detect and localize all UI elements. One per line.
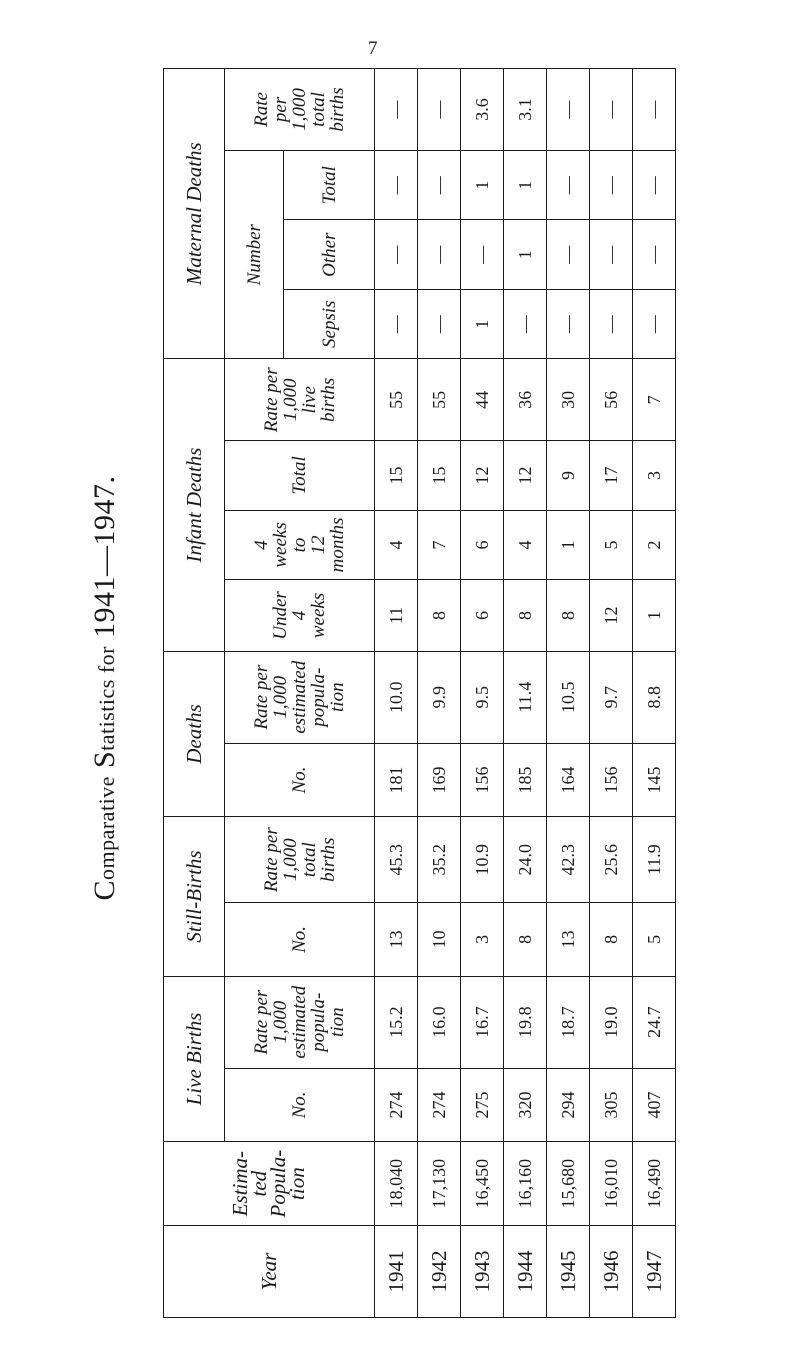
rate-label-line: births — [317, 377, 339, 423]
group-maternal-deaths: Maternal Deaths — [164, 69, 225, 359]
rate-label-line: 1,000 — [289, 88, 310, 131]
cell-year: 1947 — [633, 1226, 676, 1318]
rate-label-line: 1,000 — [270, 675, 291, 719]
cell-infant-under-4-weeks: 1 — [633, 580, 676, 652]
cell-population: 15,680 — [547, 1142, 590, 1226]
cell-maternal-other: — — [461, 220, 504, 289]
subgroup-maternal-number: Number — [225, 150, 284, 358]
label-line: months — [327, 517, 348, 573]
cell-maternal-other: — — [633, 220, 676, 289]
header-maternal-other: Other — [284, 220, 375, 289]
rate-label-line: Rate — [251, 92, 272, 127]
cell-maternal-rate: — — [547, 69, 590, 151]
table-row — [504, 69, 547, 1318]
cell-deaths-no: 185 — [504, 743, 547, 817]
rotated-content — [88, 58, 740, 1318]
rate-label-line: tion — [327, 1007, 348, 1037]
cell-population: 16,450 — [461, 1142, 504, 1226]
rate-label-line: popula- — [308, 992, 329, 1052]
cell-still-births-no: 13 — [547, 903, 590, 977]
cell-live-births-rate: 19.0 — [590, 976, 633, 1068]
group-still-births: Still-Births — [164, 817, 225, 976]
title-initial-c: C — [88, 880, 121, 901]
cell-infant-total: 12 — [461, 441, 504, 510]
cell-year: 1941 — [375, 1226, 418, 1318]
cell-deaths-rate: 9.7 — [590, 651, 633, 743]
header-maternal-sepsis: Sepsis — [284, 289, 375, 358]
header-deaths-no: No. — [225, 743, 375, 817]
header-maternal-rate — [225, 69, 375, 151]
cell-infant-total: 9 — [547, 441, 590, 510]
cell-live-births-rate: 16.0 — [418, 976, 461, 1068]
cell-maternal-sepsis: — — [590, 289, 633, 358]
cell-live-births-rate: 15.2 — [375, 976, 418, 1068]
cell-still-births-rate: 10.9 — [461, 817, 504, 903]
cell-maternal-sepsis: — — [375, 289, 418, 358]
label-line: 12 — [308, 535, 329, 555]
cell-live-births-no: 275 — [461, 1068, 504, 1142]
table-row — [633, 69, 676, 1318]
header-infant-rate — [225, 359, 375, 441]
cell-maternal-total: — — [633, 150, 676, 219]
rate-label-line: births — [327, 87, 348, 132]
table-row — [547, 69, 590, 1318]
cell-infant-rate: 44 — [461, 359, 504, 441]
cell-deaths-rate: 9.5 — [461, 651, 504, 743]
cell-maternal-total: 1 — [504, 150, 547, 219]
label-line: 4 — [289, 610, 310, 621]
cell-live-births-no: 320 — [504, 1068, 547, 1142]
cell-infant-total: 15 — [375, 441, 418, 510]
cell-deaths-rate: 10.5 — [547, 651, 590, 743]
cell-deaths-no: 169 — [418, 743, 461, 817]
cell-maternal-rate: 3.6 — [461, 69, 504, 151]
header-infant-under-4-weeks — [225, 580, 375, 652]
cell-infant-under-4-weeks: 8 — [418, 580, 461, 652]
cell-maternal-rate: — — [375, 69, 418, 151]
cell-deaths-rate: 9.9 — [418, 651, 461, 743]
cell-infant-total: 12 — [504, 441, 547, 510]
cell-population: 16,490 — [633, 1142, 676, 1226]
title-word-statistics-for: tatistics for — [94, 645, 119, 751]
statistics-table — [163, 68, 676, 1318]
cell-year: 1946 — [590, 1226, 633, 1318]
group-deaths: Deaths — [164, 651, 225, 817]
cell-deaths-no: 156 — [590, 743, 633, 817]
cell-maternal-rate: — — [418, 69, 461, 151]
cell-still-births-no: 3 — [461, 903, 504, 977]
cell-deaths-rate: 8.8 — [633, 651, 676, 743]
cell-still-births-rate: 24.0 — [504, 817, 547, 903]
cell-deaths-no: 156 — [461, 743, 504, 817]
population-label-line: tion — [285, 1167, 309, 1200]
table-row — [375, 69, 418, 1318]
cell-infant-under-4-weeks: 8 — [504, 580, 547, 652]
population-label-line: Estima- — [228, 1150, 252, 1217]
cell-infant-4-weeks-to-12-months: 6 — [461, 510, 504, 579]
title-years: 1941—1947. — [88, 475, 121, 638]
cell-maternal-sepsis: 1 — [461, 289, 504, 358]
cell-infant-under-4-weeks: 11 — [375, 580, 418, 652]
group-live-births: Live Births — [164, 976, 225, 1142]
label-line: 4 — [251, 540, 272, 550]
rate-label-line: Rate per — [251, 989, 272, 1055]
cell-live-births-no: 407 — [633, 1068, 676, 1142]
cell-maternal-rate: — — [633, 69, 676, 151]
cell-still-births-no: 10 — [418, 903, 461, 977]
page-number: 7 — [368, 38, 378, 59]
cell-infant-rate: 30 — [547, 359, 590, 441]
cell-infant-under-4-weeks: 12 — [590, 580, 633, 652]
cell-still-births-no: 5 — [633, 903, 676, 977]
cell-maternal-sepsis: — — [418, 289, 461, 358]
cell-live-births-no: 305 — [590, 1068, 633, 1142]
cell-live-births-rate: 18.7 — [547, 976, 590, 1068]
header-year: Year — [164, 1226, 375, 1318]
cell-maternal-other: — — [590, 220, 633, 289]
cell-maternal-total: 1 — [461, 150, 504, 219]
cell-maternal-sepsis: — — [547, 289, 590, 358]
header-maternal-total: Total — [284, 150, 375, 219]
cell-still-births-rate: 35.2 — [418, 817, 461, 903]
label-line: to — [289, 537, 310, 553]
rate-label-line: estimated — [289, 985, 310, 1059]
cell-year: 1942 — [418, 1226, 461, 1318]
label-line: weeks — [308, 592, 329, 639]
rate-label-line: popula- — [308, 667, 329, 727]
cell-live-births-no: 294 — [547, 1068, 590, 1142]
cell-maternal-other: — — [375, 220, 418, 289]
cell-still-births-rate: 25.6 — [590, 817, 633, 903]
cell-still-births-no: 13 — [375, 903, 418, 977]
cell-population: 16,160 — [504, 1142, 547, 1226]
header-still-births-rate — [225, 817, 375, 903]
population-label-line: Popula- — [266, 1149, 290, 1218]
rate-label-line: Rate per — [260, 367, 282, 433]
rate-label-line: tion — [327, 682, 348, 712]
cell-infant-under-4-weeks: 6 — [461, 580, 504, 652]
rate-label-line: 1,000 — [279, 378, 301, 422]
header-infant-4-weeks-to-12-months — [225, 510, 375, 579]
header-estimated-population — [164, 1142, 375, 1226]
rate-label-line: 1,000 — [270, 1000, 291, 1044]
header-live-births-no: No. — [225, 1068, 375, 1142]
table-row — [418, 69, 461, 1318]
cell-infant-rate: 36 — [504, 359, 547, 441]
cell-infant-4-weeks-to-12-months: 7 — [418, 510, 461, 579]
cell-deaths-rate: 10.0 — [375, 651, 418, 743]
cell-infant-rate: 55 — [418, 359, 461, 441]
cell-year: 1943 — [461, 1226, 504, 1318]
cell-maternal-sepsis: — — [504, 289, 547, 358]
cell-infant-4-weeks-to-12-months: 4 — [375, 510, 418, 579]
cell-live-births-rate: 24.7 — [633, 976, 676, 1068]
rate-label-line: per — [270, 96, 291, 123]
cell-live-births-rate: 16.7 — [461, 976, 504, 1068]
cell-maternal-total: — — [375, 150, 418, 219]
cell-deaths-no: 181 — [375, 743, 418, 817]
cell-infant-4-weeks-to-12-months: 1 — [547, 510, 590, 579]
cell-infant-4-weeks-to-12-months: 4 — [504, 510, 547, 579]
header-still-births-no: No. — [225, 903, 375, 977]
cell-deaths-no: 164 — [547, 743, 590, 817]
cell-infant-4-weeks-to-12-months: 5 — [590, 510, 633, 579]
cell-infant-total: 17 — [590, 441, 633, 510]
rate-label-line: Rate per — [260, 827, 282, 893]
header-deaths-rate — [225, 651, 375, 743]
cell-maternal-total: — — [418, 150, 461, 219]
rate-label-line: 1,000 — [279, 838, 301, 882]
cell-infant-total: 3 — [633, 441, 676, 510]
table-row — [461, 69, 504, 1318]
cell-maternal-rate: — — [590, 69, 633, 151]
cell-maternal-sepsis: — — [633, 289, 676, 358]
cell-still-births-no: 8 — [590, 903, 633, 977]
cell-live-births-rate: 19.8 — [504, 976, 547, 1068]
rate-label-line: live — [298, 386, 320, 414]
title-initial-s: S — [88, 750, 121, 769]
group-infant-deaths: Infant Deaths — [164, 359, 225, 651]
table-row — [590, 69, 633, 1318]
cell-year: 1944 — [504, 1226, 547, 1318]
cell-maternal-other: — — [547, 220, 590, 289]
cell-still-births-rate: 45.3 — [375, 817, 418, 903]
rate-label-line: total — [298, 842, 320, 878]
cell-infant-under-4-weeks: 8 — [547, 580, 590, 652]
page-title — [88, 58, 122, 1318]
title-word-comparative: omparative — [94, 776, 119, 881]
cell-infant-rate: 56 — [590, 359, 633, 441]
cell-year: 1945 — [547, 1226, 590, 1318]
cell-infant-total: 15 — [418, 441, 461, 510]
rate-label-line: Rate per — [251, 664, 272, 730]
label-line: Under — [270, 591, 291, 640]
cell-live-births-no: 274 — [375, 1068, 418, 1142]
cell-still-births-rate: 42.3 — [547, 817, 590, 903]
cell-deaths-no: 145 — [633, 743, 676, 817]
rate-label-line: estimated — [289, 660, 310, 734]
cell-maternal-other: 1 — [504, 220, 547, 289]
cell-deaths-rate: 11.4 — [504, 651, 547, 743]
cell-still-births-rate: 11.9 — [633, 817, 676, 903]
cell-maternal-total: — — [547, 150, 590, 219]
cell-still-births-no: 8 — [504, 903, 547, 977]
header-live-births-rate — [225, 976, 375, 1068]
cell-live-births-no: 274 — [418, 1068, 461, 1142]
cell-population: 18,040 — [375, 1142, 418, 1226]
cell-maternal-total: — — [590, 150, 633, 219]
cell-population: 16,010 — [590, 1142, 633, 1226]
rate-label-line: births — [317, 837, 339, 882]
population-label-line: ted — [247, 1170, 271, 1197]
label-line: weeks — [270, 522, 291, 568]
cell-infant-rate: 55 — [375, 359, 418, 441]
header-infant-total: Total — [225, 441, 375, 510]
cell-infant-rate: 7 — [633, 359, 676, 441]
cell-infant-4-weeks-to-12-months: 2 — [633, 510, 676, 579]
rate-label-line: total — [308, 92, 329, 127]
cell-maternal-other: — — [418, 220, 461, 289]
cell-maternal-rate: 3.1 — [504, 69, 547, 151]
cell-population: 17,130 — [418, 1142, 461, 1226]
